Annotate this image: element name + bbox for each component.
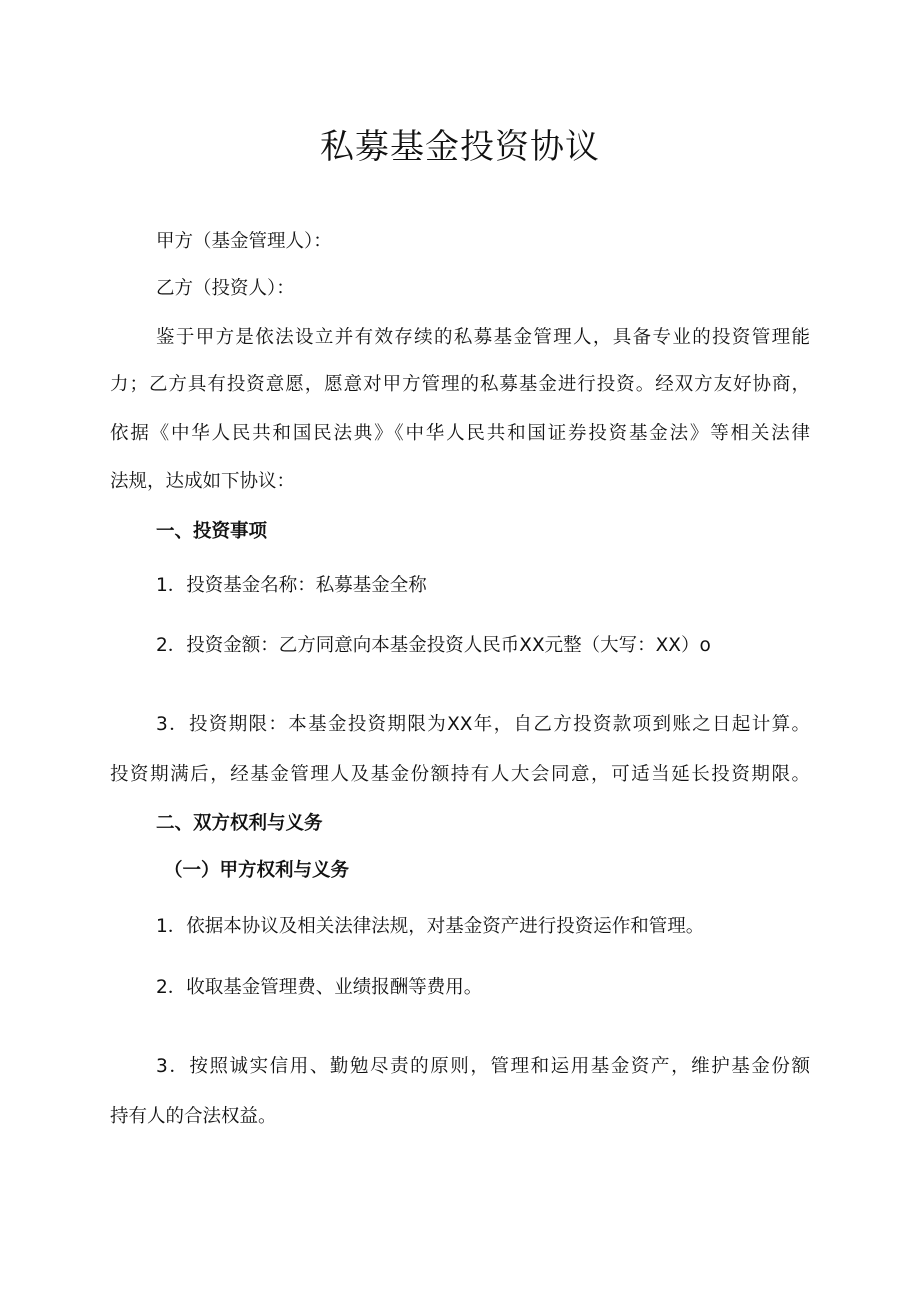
section-1-heading: 一、投资事项 xyxy=(156,521,268,542)
preamble-line-2: 力；乙方具有投资意愿，愿意对甲方管理的私募基金进行投资。经双方友好协商， xyxy=(110,374,810,395)
section-2-sub-1-item-1: 1．依据本协议及相关法律法规，对基金资产进行投资运作和管理。 xyxy=(156,916,705,937)
document-title: 私募基金投资协议 xyxy=(320,127,600,167)
preamble-line-4: 法规，达成如下协议： xyxy=(110,471,296,492)
preamble-line-3: 依据《中华人民共和国民法典》《中华人民共和国证券投资基金法》等相关法律 xyxy=(110,423,810,444)
section-2-sub-1-item-3-line-2: 持有人的合法权益。 xyxy=(110,1106,277,1127)
section-2-sub-1-heading: （一）甲方权利与义务 xyxy=(164,860,350,881)
section-1-item-1: 1．投资基金名称：私募基金全称 xyxy=(156,575,427,596)
section-2-sub-1-item-2: 2．收取基金管理费、业绩报酬等费用。 xyxy=(156,977,483,998)
section-2-sub-1-item-3-line-1: 3．按照诚实信用、勤勉尽责的原则，管理和运用基金资产，维护基金份额 xyxy=(156,1056,810,1077)
preamble-line-1: 鉴于甲方是依法设立并有效存续的私募基金管理人，具备专业的投资管理能 xyxy=(156,327,810,348)
section-1-item-3-line-1: 3．投资期限：本基金投资期限为XX年，自乙方投资款项到账之日起计算。 xyxy=(156,714,810,735)
section-1-item-2: 2．投资金额：乙方同意向本基金投资人民币XX元整（大写：XX）o xyxy=(156,635,711,656)
party-b-line: 乙方（投资人）： xyxy=(156,278,295,299)
section-2-heading: 二、双方权利与义务 xyxy=(156,813,323,834)
section-1-item-3-line-2: 投资期满后，经基金管理人及基金份额持有人大会同意，可适当延长投资期限。 xyxy=(110,764,810,785)
party-a-line: 甲方（基金管理人）： xyxy=(156,231,332,252)
